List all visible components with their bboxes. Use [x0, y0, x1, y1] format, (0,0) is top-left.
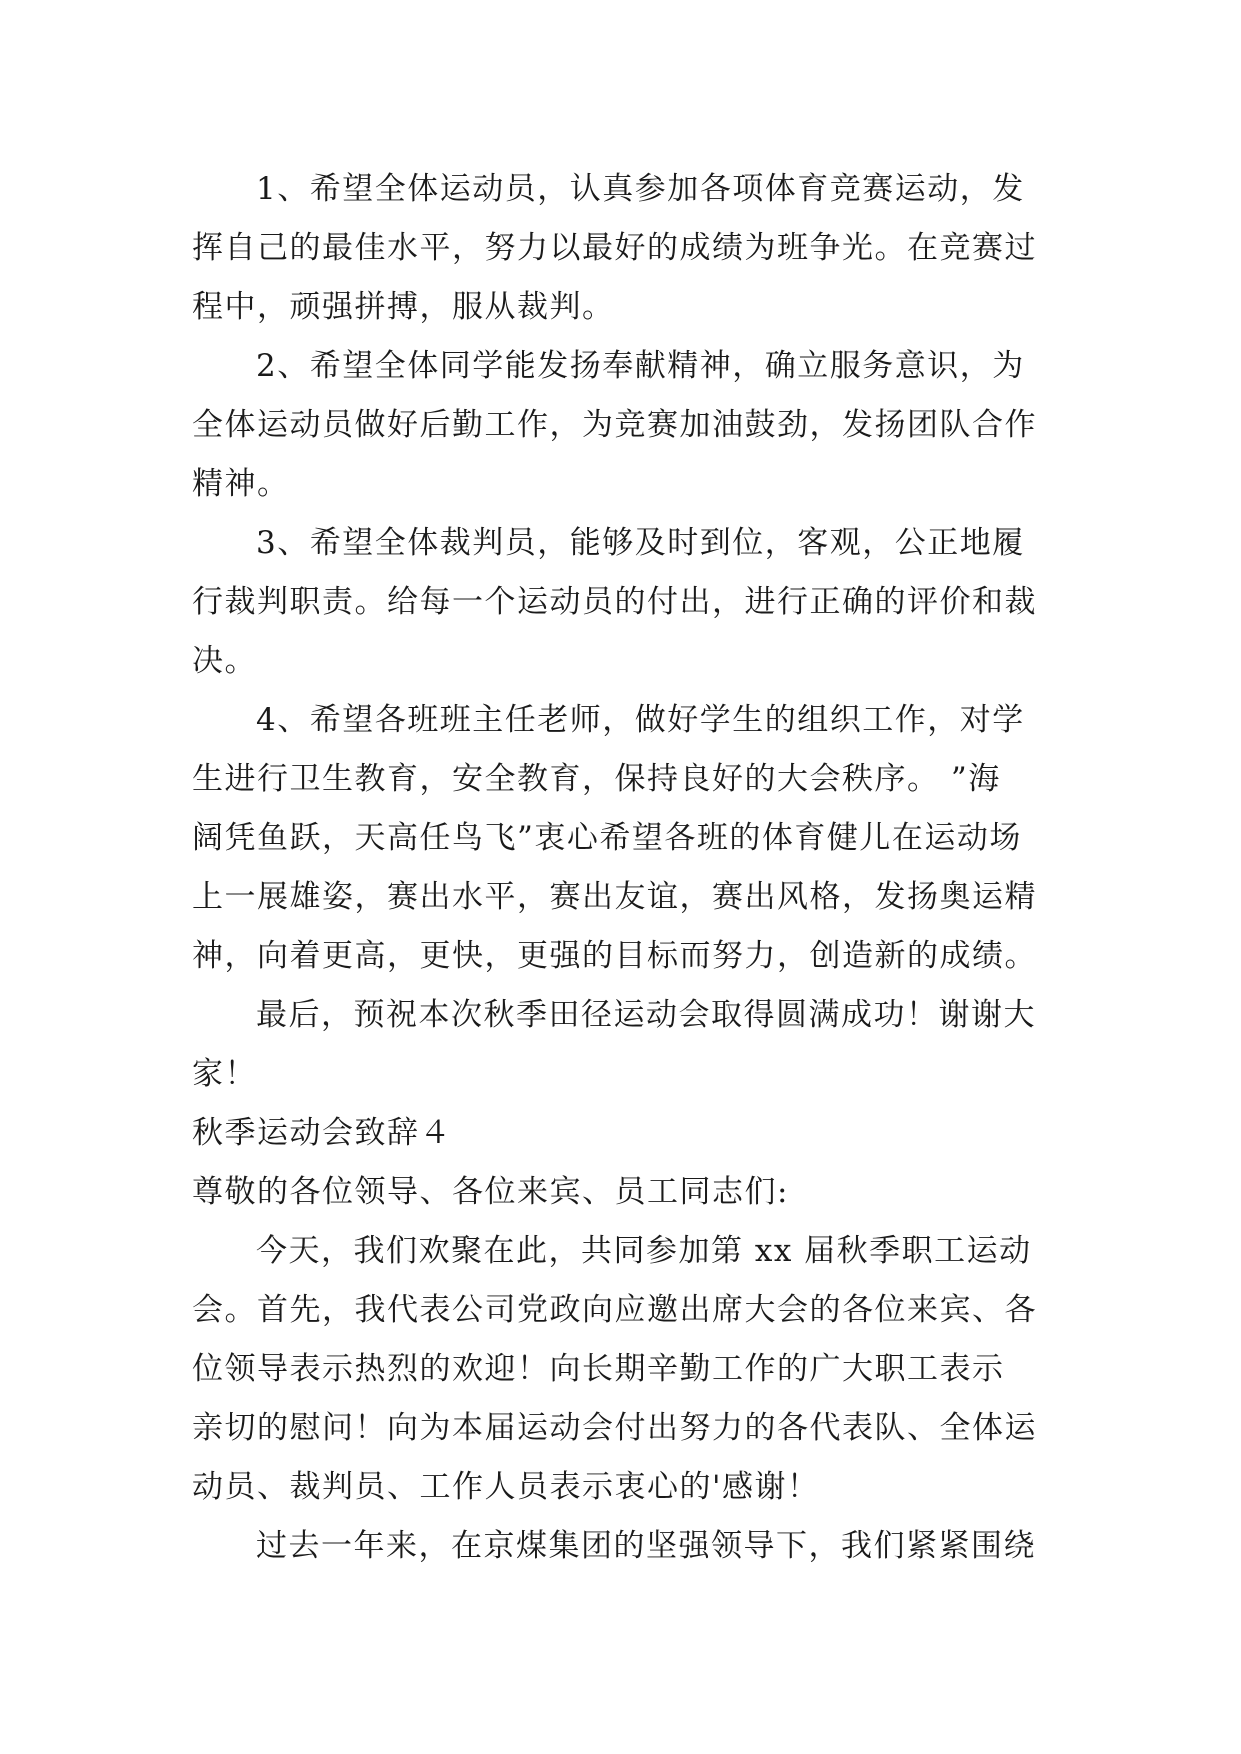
- paragraph-3-line-3: 决。: [192, 643, 257, 679]
- paragraph-2-line-2: 全体运动员做好后勤工作，为竞赛加油鼓劲，发扬团队合作: [192, 407, 1037, 443]
- section-heading: 秋季运动会致辞４: [192, 1115, 452, 1151]
- paragraph-4-line-3: 阔凭鱼跃，天高任鸟飞”衷心希望各班的体育健儿在运动场: [192, 820, 1022, 856]
- paragraph-4-line-5: 神，向着更高，更快，更强的目标而努力，创造新的成绩。: [192, 938, 1037, 974]
- paragraph-5-line-2: 会。首先，我代表公司党政向应邀出席大会的各位来宾、各: [192, 1292, 1037, 1328]
- salutation: 尊敬的各位领导、各位来宾、员工同志们:: [192, 1174, 789, 1210]
- paragraph-5-line-1: 今天，我们欢聚在此，共同参加第 xx 届秋季职工运动: [256, 1233, 1032, 1269]
- paragraph-1-line-2: 挥自己的最佳水平，努力以最好的成绩为班争光。在竞赛过: [192, 230, 1037, 266]
- paragraph-4-line-4: 上一展雄姿，赛出水平，赛出友谊，赛出风格，发扬奥运精: [192, 879, 1037, 915]
- paragraph-3-line-1: 3、希望全体裁判员，能够及时到位，客观，公正地履: [256, 525, 1025, 561]
- paragraph-5-line-3: 位领导表示热烈的欢迎！向长期辛勤工作的广大职工表示: [192, 1351, 1005, 1387]
- paragraph-3-line-2: 行裁判职责。给每一个运动员的付出，进行正确的评价和裁: [192, 584, 1037, 620]
- paragraph-4-line-2: 生进行卫生教育，安全教育，保持良好的大会秩序。 ”海: [192, 761, 1001, 797]
- document-body: [192, 160, 1062, 1576]
- paragraph-6-line-1: 过去一年来，在京煤集团的坚强领导下，我们紧紧围绕: [256, 1528, 1036, 1564]
- paragraph-4-line-1: 4、希望各班班主任老师，做好学生的组织工作，对学: [256, 702, 1025, 738]
- paragraph-5-line-4: 亲切的慰问！向为本届运动会付出努力的各代表队、全体运: [192, 1410, 1037, 1446]
- paragraph-2-line-1: 2、希望全体同学能发扬奉献精神，确立服务意识，为: [256, 348, 1025, 384]
- closing-line-1: 最后，预祝本次秋季田径运动会取得圆满成功！谢谢大: [256, 997, 1036, 1033]
- closing-line-2: 家！: [192, 1056, 257, 1092]
- paragraph-1-line-3: 程中，顽强拼搏，服从裁判。: [192, 289, 615, 325]
- paragraph-2-line-3: 精神。: [192, 466, 290, 502]
- paragraph-1-line-1: 1、希望全体运动员，认真参加各项体育竞赛运动，发: [256, 171, 1025, 207]
- paragraph-5-line-5: 动员、裁判员、工作人员表示衷心的'感谢！: [192, 1469, 820, 1505]
